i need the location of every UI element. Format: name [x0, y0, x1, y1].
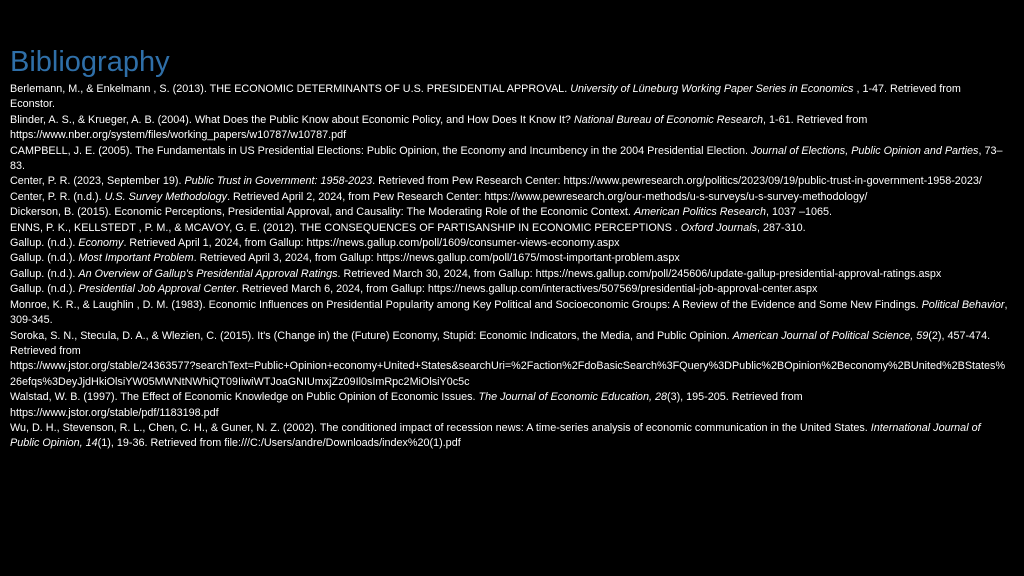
entry-text: Center, P. R. (2023, September 19).	[10, 175, 185, 188]
entry-source: American Journal of Political Science, 59	[732, 329, 929, 342]
entry-url: https://www.jstor.org/stable/24363577?searchText=Public+Opinion+economy+United+States&searchUri=%2Faction%2FdoBasicSearch%3FQuery%3DPublic%2BOpinion%2Beconomy%2BUnited%2BStates%26efqs%3DeyJjdHkiOlsiYW05MWNtNWhiQT09IiwiWTJoaGNIUmxjZz09Il0sImRpc2MiOlsiY0c5c	[10, 360, 1006, 388]
entry-text: Walstad, W. B. (1997). The Effect of Economic Knowledge on Public Opinion of Economic Issues.	[10, 391, 479, 404]
entry-source: U.S. Survey Methodology	[104, 190, 228, 203]
bibliography-entry	[10, 267, 1008, 282]
bibliography-entry	[10, 221, 1008, 236]
bibliography-entry	[10, 144, 1008, 175]
entry-source: Journal of Elections, Public Opinion and Parties	[750, 144, 979, 157]
entry-text: Monroe, K. R., & Laughlin , D. M. (1983). Economic Influences on Presidential Popularity among Key Political and Socioeconomic Groups: A Review of the Evidence and Some New Findings.	[10, 298, 922, 311]
bibliography-entry	[10, 205, 1008, 220]
entry-source: Political Behavior	[921, 298, 1005, 311]
slide-title: Bibliography	[10, 46, 170, 78]
entry-details: . Retrieved March 30, 2024, from Gallup: https://news.gallup.com/poll/245606/update-gallup-presidential-approval-ratings.aspx	[337, 267, 942, 280]
entry-details: , 309-345.	[10, 298, 1008, 327]
entry-details: . Retrieved from Pew Research Center: https://www.pewresearch.org/politics/2023/09/19/public-trust-in-government-1958-2023/	[372, 175, 982, 188]
entry-details: , 73–83.	[10, 144, 1003, 173]
entry-source: Economy	[78, 237, 124, 250]
entry-text: Gallup. (n.d.).	[10, 252, 79, 265]
entry-details: (1), 19-36. Retrieved from file:///C:/Users/andre/Downloads/index%20(1).pdf	[97, 437, 461, 450]
entry-source: International Journal of Public Opinion, 14	[10, 421, 981, 450]
entry-details: (3), 195-205. Retrieved from https://www.jstor.org/stable/pdf/1183198.pdf	[10, 391, 803, 419]
entry-text: Center, P. R. (n.d.).	[10, 190, 105, 203]
entry-text: Soroka, S. N., Stecula, D. A., & Wlezien, C. (2015). It's (Change in) the (Future) Economy, Stupid: Economic Indicators, the Media, and Public Opinion.	[10, 329, 733, 342]
entry-source: The Journal of Economic Education, 28	[478, 391, 667, 404]
entry-text: Gallup. (n.d.).	[10, 237, 79, 250]
bibliography-entry	[10, 251, 1008, 266]
bibliography-entry	[10, 190, 1008, 205]
entry-details: , 1-61. Retrieved from https://www.nber.org/system/files/working_papers/w10787/w10787.pdf	[10, 113, 868, 142]
entry-text: Gallup. (n.d.).	[10, 267, 79, 280]
bibliography-entry	[10, 236, 1008, 251]
bibliography-entry	[10, 282, 1008, 297]
entry-text: Wu, D. H., Stevenson, R. L., Chen, C. H., & Guner, N. Z. (2002). The conditioned impact of recession news: A time-series analysis of economic communication in the United States.	[10, 421, 871, 434]
entry-source: Oxford Journals	[680, 221, 757, 234]
entry-text: CAMPBELL, J. E. (2005). The Fundamentals in US Presidential Elections: Public Opinion, the Economy and Incumbency in the 2004 Presidential Election.	[10, 144, 751, 157]
entry-source: University of Lüneburg Working Paper Series in Economics	[570, 83, 854, 95]
entry-source: Presidential Job Approval Center	[78, 283, 236, 296]
entry-text: Berlemann, M., & Enkelmann , S. (2013). THE ECONOMIC DETERMINANTS OF U.S. PRESIDENTIAL APPROVAL.	[10, 83, 571, 95]
bibliography-entry	[10, 329, 1008, 391]
bibliography-entry	[10, 174, 1008, 189]
entry-details: , 287-310.	[757, 221, 806, 234]
entry-source: Public Trust in Government: 1958-2023	[184, 175, 373, 188]
entry-details: . Retrieved April 1, 2024, from Gallup: https://news.gallup.com/poll/1609/consumer-views-economy.aspx	[123, 237, 620, 250]
entry-details: , 1037 –1065.	[765, 206, 832, 219]
entry-source: Most Important Problem	[78, 252, 194, 265]
entry-text: ENNS, P. K., KELLSTEDT , P. M., & MCAVOY, G. E. (2012). THE CONSEQUENCES OF PARTISANSHIP IN ECONOMIC PERCEPTIONS .	[10, 221, 681, 234]
entry-source: National Bureau of Economic Research	[573, 113, 763, 126]
entry-source: American Politics Research	[633, 206, 766, 219]
entry-details: . Retrieved April 2, 2024, from Pew Research Center: https://www.pewresearch.org/our-methods/u-s-surveys/u-s-survey-methodology/	[227, 190, 868, 203]
entry-source: An Overview of Gallup's Presidential Approval Ratings	[78, 267, 338, 280]
bibliography-entry	[10, 421, 1008, 452]
entry-details: , 1-47. Retrieved from Econstor.	[10, 83, 961, 111]
bibliography-entry	[10, 298, 1008, 329]
bibliography-entry	[10, 113, 1008, 144]
bibliography-entry	[10, 390, 1008, 421]
entry-details: . Retrieved March 6, 2024, from Gallup: https://news.gallup.com/interactives/507569/presidential-job-approval-center.aspx	[235, 283, 818, 296]
entry-text: Dickerson, B. (2015). Economic Perceptions, Presidential Approval, and Causality: The Moderating Role of the Economic Context.	[10, 206, 634, 219]
entry-text: Blinder, A. S., & Krueger, A. B. (2004). What Does the Public Know about Economic Policy, and How Does It Know It?	[10, 113, 574, 126]
entry-text: Gallup. (n.d.).	[10, 283, 79, 296]
entry-details: . Retrieved April 3, 2024, from Gallup: https://news.gallup.com/poll/1675/most-important-problem.aspx	[193, 252, 680, 265]
entry-details: (2), 457-474. Retrieved from	[10, 329, 991, 357]
bibliography-list	[10, 82, 1008, 452]
bibliography-entry	[10, 82, 1008, 113]
